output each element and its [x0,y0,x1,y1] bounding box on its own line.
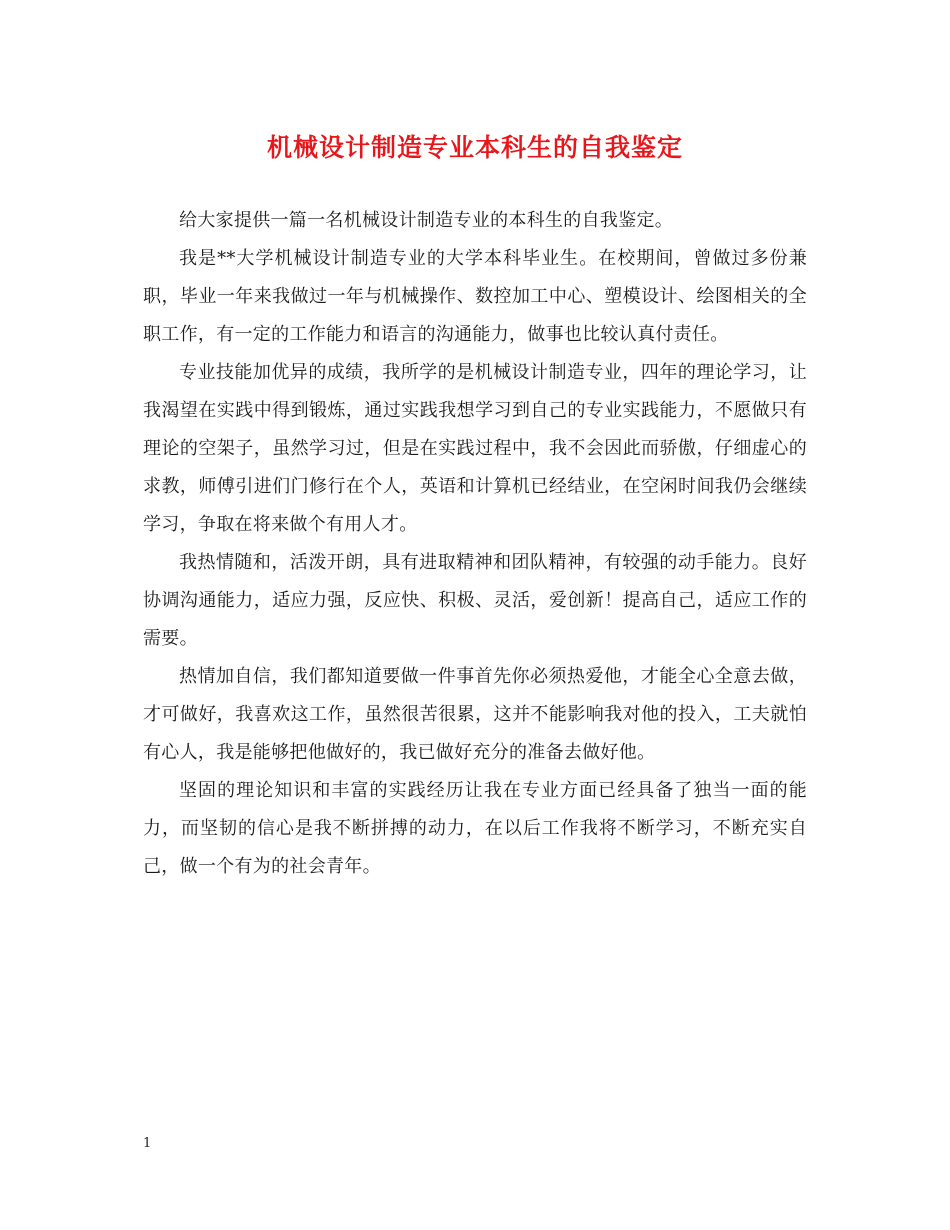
paragraph-intro: 给大家提供一篇一名机械设计制造专业的本科生的自我鉴定。 [179,210,674,231]
paragraph-skills: 专业技能加优异的成绩，我所学的是机械设计制造专业，四年的理论学习，让我渴望在实践中得到锻炼，通过实践我想学习到自己的专业实践能力，不愿做只有理论的空架子，虽然学习过，但是在实践过程中，我不会因此而骄傲，仔细虚心的求教，师傅引进们门修行在个人，英语和计算机已经结业，在空闲时间我仍会继续学习，争取在将来做个有用人才。 [143,362,807,535]
page-number: 1 [143,1136,152,1151]
document-title: 机械设计制造专业本科生的自我鉴定 [266,133,683,162]
paragraph-background: 我是**大学机械设计制造专业的大学本科毕业生。在校期间，曾做过多份兼职，毕业一年来我做过一年与机械操作、数控加工中心、塑模设计、绘图相关的全职工作，有一定的工作能力和语言的沟通能力，做事也比较认真付责任。 [143,248,807,345]
paragraph-personality: 我热情随和，活泼开朗，具有进取精神和团队精神，有较强的动手能力。良好协调沟通能力，适应力强，反应快、积极、灵活，爱创新！提高自己，适应工作的需要。 [143,552,807,649]
paragraph-attitude: 热情加自信，我们都知道要做一件事首先你必须热爱他，才能全心全意去做，才可做好，我喜欢这工作，虽然很苦很累，这并不能影响我对他的投入，工夫就怕有心人，我是能够把他做好的，我已做好充分的准备去做好他。 [143,666,807,763]
document-body [143,202,807,886]
paragraph-conclusion: 坚固的理论知识和丰富的实践经历让我在专业方面已经具备了独当一面的能力，而坚韧的信心是我不断拼搏的动力，在以后工作我将不断学习，不断充实自己，做一个有为的社会青年。 [143,780,807,877]
